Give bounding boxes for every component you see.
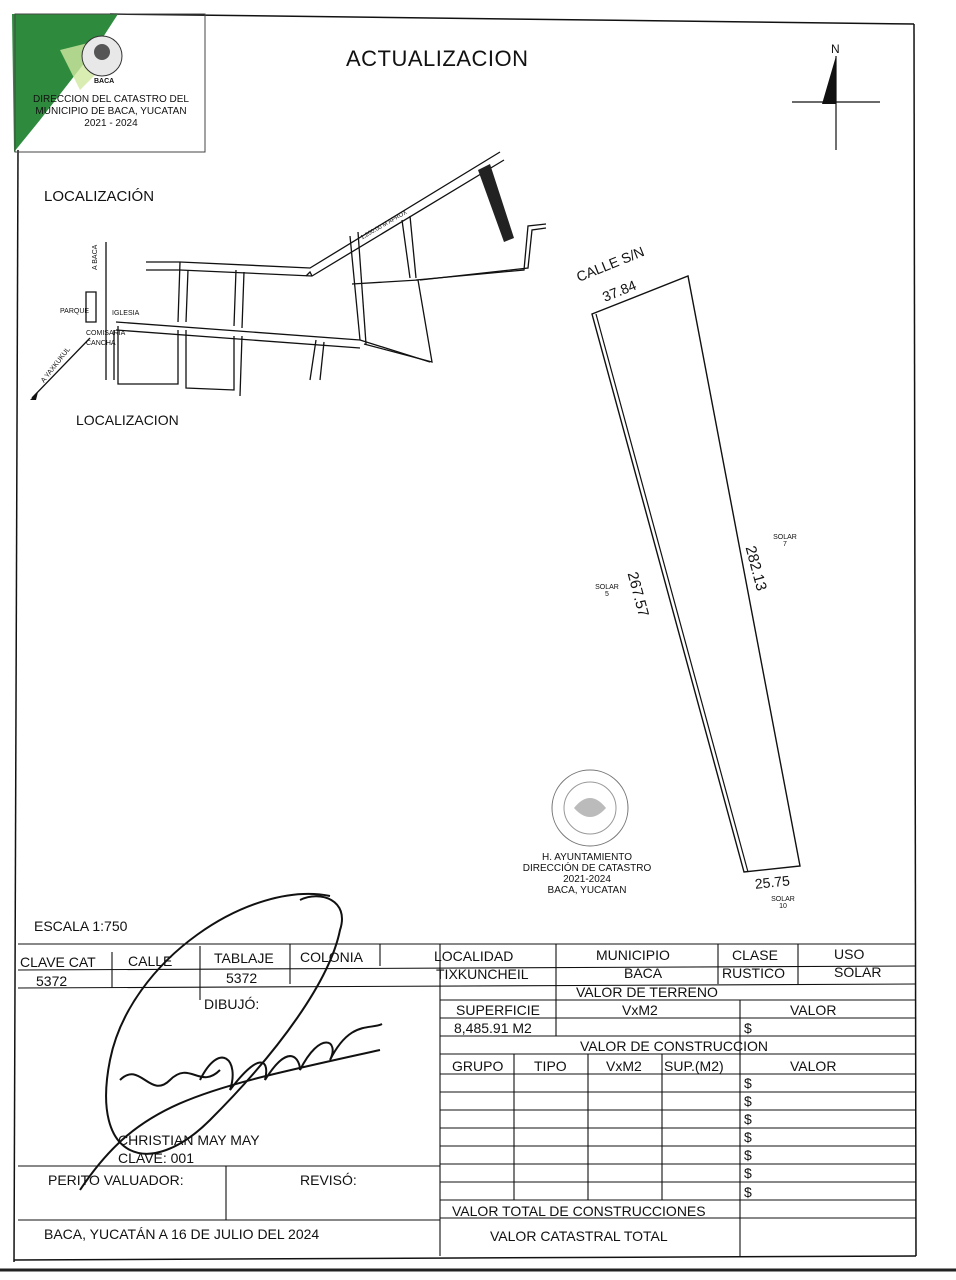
bottom-side-length: 25.75 [754,872,791,892]
arrow-left-icon [30,392,38,400]
header-grupo: GRUPO [452,1058,504,1074]
drawn-by-label: DIBUJÓ: [204,996,260,1012]
reviewed-by-label: REVISÓ: [300,1172,357,1188]
header-tipo: TIPO [534,1058,567,1074]
header-uso: USO [834,946,865,962]
left-side-length: 267.57 [623,570,652,619]
value-clase: RUSTICO [722,965,785,981]
location-label-2: LOCALIZACION [76,412,179,428]
neighbor-solar-10 [768,896,798,910]
seal-line-4: BACA, YUCATAN [547,885,627,896]
page-title: ACTUALIZACION [346,46,529,71]
construction-dollar-2: $ [744,1093,752,1109]
neighbor-solar-7-label: SOLAR [773,534,797,541]
value-superficie: 8,485.91 M2 [454,1020,532,1036]
road-distance-label: 1,200.00 M APROX [360,209,409,242]
highlighted-road [478,164,514,242]
seal-line-1: H. AYUNTAMIENTO [541,852,632,863]
header-municipio: MUNICIPIO [596,947,670,963]
park-label: PARQUE [60,308,90,315]
church-label: IGLESIA [112,310,140,317]
logo-word: BACA [94,78,115,85]
to-yaxkukul-label: A YAXKUKUL [40,346,72,385]
comisaria-label: COMISARIA [86,330,126,337]
header-localidad: LOCALIDAD [434,948,514,964]
value-uso: SOLAR [834,964,882,980]
frame-top-border [110,14,914,24]
construction-dollar-6: $ [744,1165,752,1181]
land-value-title: VALOR DE TERRENO [576,984,718,1000]
seal-caption [512,852,662,896]
court-label: CANCHA [86,340,116,347]
north-label: N [831,42,840,56]
header-vxm2-construction: VxM2 [606,1058,642,1074]
value-municipio: BACA [624,965,663,981]
appraiser-label: PERITO VALUADOR: [48,1172,184,1188]
total-cadastral-label: VALOR CATASTRAL TOTAL [490,1228,668,1244]
header-sup-m2: SUP.(M2) [664,1058,724,1074]
appraiser-id: CLAVE: 001 [118,1150,195,1166]
header-clase: CLASE [732,947,778,963]
neighbor-solar-10-label: SOLAR [771,896,795,903]
logo-line-1: DIRECCION DEL CATASTRO DEL [33,94,189,105]
header-colonia: COLONIA [300,949,364,965]
appraiser-name: CHRISTIAN MAY MAY [118,1132,260,1148]
frame-bottom-border [14,1256,916,1260]
construction-dollar-7: $ [744,1184,752,1200]
total-construction-label: VALOR TOTAL DE CONSTRUCCIONES [452,1203,706,1219]
land-value-dollar: $ [744,1020,752,1036]
neighbor-solar-5-label: SOLAR [595,584,619,591]
header-clave-cat: CLAVE CAT [20,954,96,970]
to-baca-label: A BACA [92,244,99,270]
construction-dollar-4: $ [744,1129,752,1145]
seal-line-3: 2021-2024 [563,874,611,885]
right-side-length: 282.13 [741,544,770,593]
header-valor-land: VALOR [790,1002,837,1018]
construction-value-title: VALOR DE CONSTRUCCION [580,1038,768,1054]
north-arrow-icon [822,56,836,104]
header-calle: CALLE [128,953,173,969]
header-vxm2-land: VxM2 [622,1002,658,1018]
header-tablaje: TABLAJE [214,950,274,966]
place-date: BACA, YUCATÁN A 16 DE JULIO DEL 2024 [44,1226,320,1242]
scale-label: ESCALA 1:750 [34,918,128,934]
seal-line-2: DIRECCIÓN DE CATASTRO [522,863,652,874]
logo-caption [26,94,196,130]
frame-right-border [914,24,916,1256]
header-valor-construction: VALOR [790,1058,837,1074]
construction-dollar-3: $ [744,1111,752,1127]
logo-line-2: MUNICIPIO DE BACA, YUCATAN [35,106,187,117]
street-label: CALLE S/N [574,243,647,285]
logo-line-3: 2021 - 2024 [84,118,138,129]
neighbor-solar-7 [770,534,800,548]
neighbor-solar-5-number: 5 [605,591,609,598]
neighbor-solar-10-number: 10 [779,903,787,910]
construction-dollar-5: $ [744,1147,752,1163]
frame-left-border [14,150,18,1262]
neighbor-solar-5 [592,584,622,598]
value-tablaje: 5372 [226,970,258,986]
neighbor-solar-7-number: 7 [783,541,787,548]
location-label-1: LOCALIZACIÓN [44,188,155,205]
header-superficie: SUPERFICIE [456,1002,541,1018]
construction-dollar-1: $ [744,1075,752,1091]
value-clave-cat: 5372 [36,973,68,989]
top-side-length: 37.84 [600,276,639,305]
value-localidad: TIXKUNCHEIL [436,966,529,982]
